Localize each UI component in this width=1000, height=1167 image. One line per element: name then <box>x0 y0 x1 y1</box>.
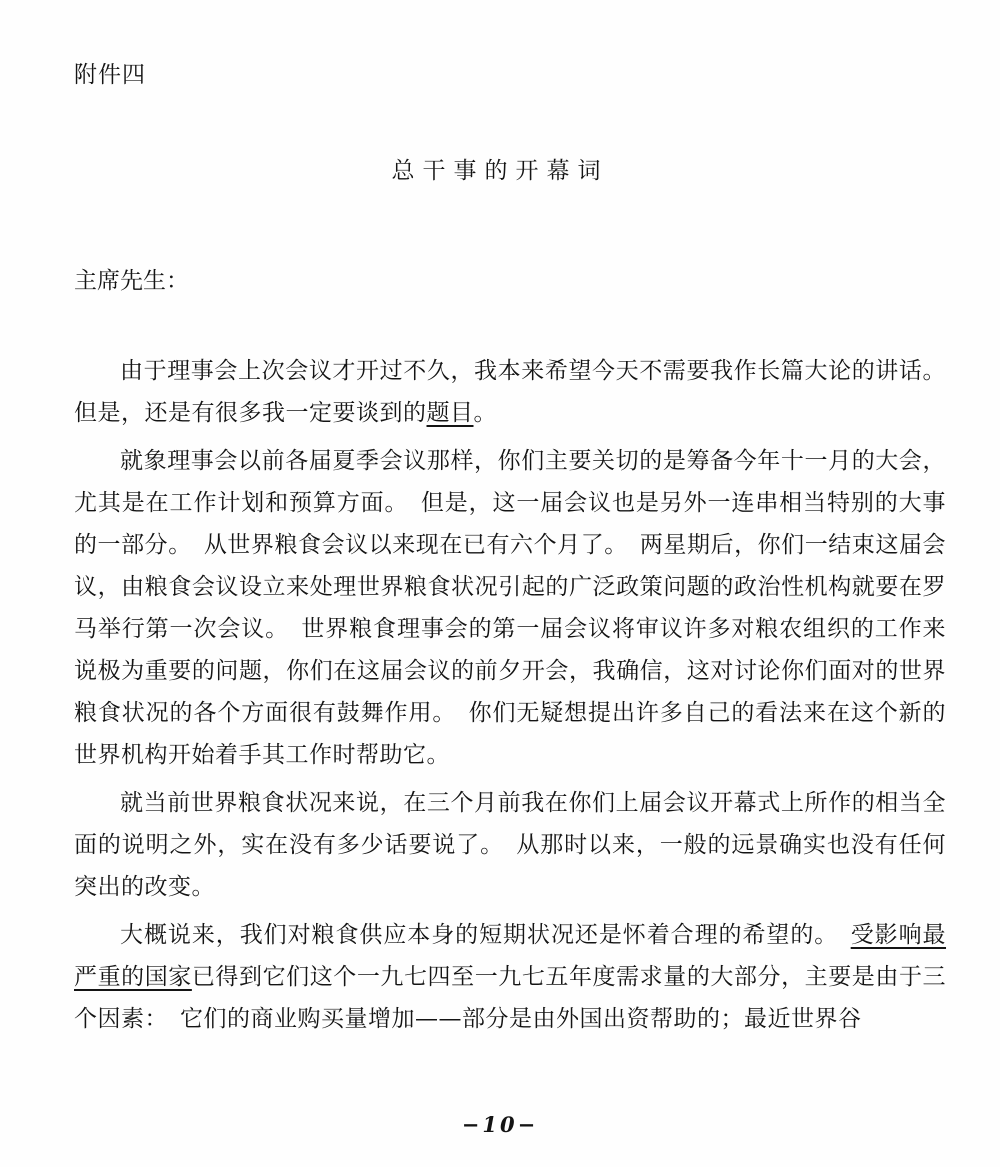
paragraph-4-underlined: 受影响最严重的国家 <box>74 922 947 990</box>
paragraph-3: 就当前世界粮食状况来说，在三个月前我在你们上届会议开幕式上所作的相当全面的说明之外，实在没有多少话要说了。 从那时以来，一般的远景确实也没有任何突出的改变。 <box>74 790 946 900</box>
paragraph-1-underlined: 题目 <box>426 400 474 426</box>
paragraph-4-text: 大概说来，我们对粮食供应本身的短期状况还是怀着合理的希望的。 <box>120 922 851 948</box>
salutation: 主席先生： <box>74 268 189 294</box>
paragraph-4 <box>74 914 946 1040</box>
paragraph-4-end: 已得到它们这个一九七四至一九七五年度需求量的大部分，主要是由于三个因素： 它们的商业购买量增加——部分是由外国出资帮助的；最近世界谷 <box>74 964 947 1032</box>
speech-body <box>74 350 946 1046</box>
paragraph-1-end: 。 <box>473 400 497 426</box>
paragraph-1 <box>74 350 946 434</box>
paragraph-1-text: 由于理事会上次会议才开过不久，我本来希望今天不需要我作长篇大论的讲话。但是，还是有很多我一定要谈到的 <box>74 358 946 426</box>
paragraph-2: 就象理事会以前各届夏季会议那样，你们主要关切的是筹备今年十一月的大会，尤其是在工作计划和预算方面。 但是，这一届会议也是另外一连串相当特别的大事的一部分。 从世界粮食会议以来现在已有六个月了。 两星期后，你们一结束这届会议，由粮食会议设立来处理世界粮食状况引起的广泛政策问题的政治性机构就要在罗马举行第一次会议。 世界粮食理事会的第一届会议将审议许多对粮农组织的工作来说极为重要的问题，你们在这届会议的前夕开会，我确信，这对讨论你们面对的世界粮食状况的各个方面很有鼓舞作用。 你们无疑想提出许多自己的看法来在这个新的世界机构开始着手其工作时帮助它。 <box>74 448 946 768</box>
document-title: 总干事的开幕词 <box>391 158 609 184</box>
page-number: −10− <box>461 1112 539 1137</box>
annex-label: 附件四 <box>74 62 146 88</box>
